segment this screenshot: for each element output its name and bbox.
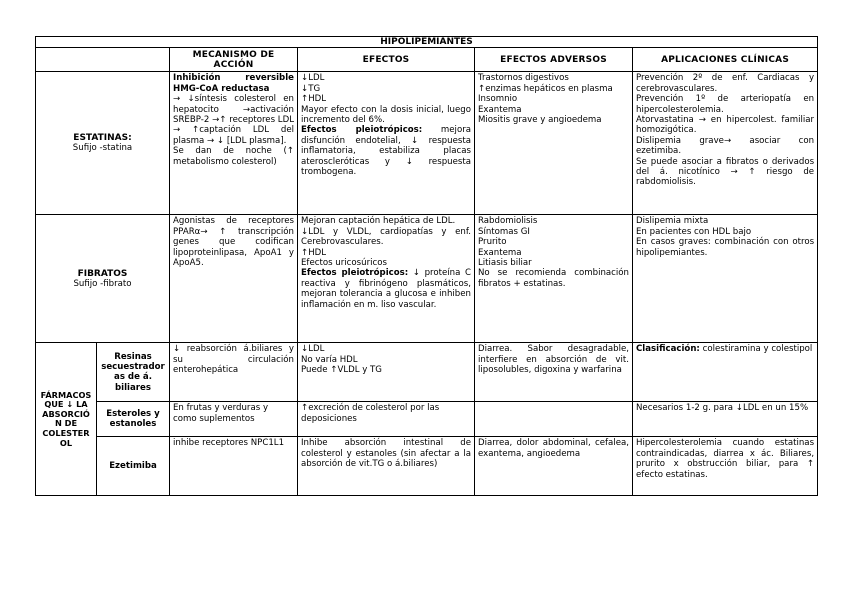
fibratos-efectos-1: Mejoran captación hepática de LDL.	[301, 216, 456, 227]
estatinas-efectos-5	[301, 125, 471, 177]
esteroles-name: Esteroles y estanoles	[97, 402, 170, 437]
fibratos-adversos-5: Litiasis biliar	[478, 258, 532, 269]
ezetimiba-aplicaciones: Hipercolesterolemia cuando estatinas contraindicadas, diarrea x ác. Biliares, prurito x obstrucción biliar, para ↑ efecto estatinas.	[633, 437, 818, 496]
estatinas-efectos-bold: Efectos pleiotrópicos:	[301, 125, 423, 136]
resinas-aplic-bold: Clasificación:	[636, 344, 700, 355]
row-esteroles	[36, 402, 818, 437]
estatinas-efectos-1: ↓LDL	[301, 73, 325, 84]
estatinas-mecanismo-bold: Inhibición reversible HMG-CoA reductasa	[173, 73, 294, 94]
fibratos-efectos	[298, 215, 475, 343]
fibratos-adversos-4: Exantema	[478, 247, 522, 258]
fibratos-efectos-5-text: ↓ proteína C reactiva y fibrinógeno plasmáticos, mejoran tolerancia a glucosa e inhiben inflamación en m. liso vascular.	[301, 268, 471, 310]
estatinas-efectos-3: ↑HDL	[301, 94, 327, 105]
table-title: HIPOLIPEMIANTES	[36, 37, 818, 48]
header-mecanismo: MECANISMO DE ACCIÓN	[170, 48, 298, 72]
ezetimiba-mecanismo: inhibe receptores NPC1L1	[170, 437, 298, 496]
resinas-efectos-2: No varía HDL	[301, 354, 358, 365]
estatinas-mecanismo	[170, 72, 298, 215]
esteroles-efectos: ↑excreción de colesterol por las deposiciones	[298, 402, 475, 437]
resinas-aplic-text: colestiramina y colestipol	[699, 344, 813, 355]
fibratos-name: FIBRATOS	[77, 268, 128, 279]
fibratos-efectos-bold: Efectos pleiotrópicos:	[301, 268, 409, 279]
hipolipemiantes-table	[35, 36, 818, 496]
fibratos-adversos-6: No se recomienda combinación fibratos + estatinas.	[478, 268, 629, 289]
fibratos-adversos-2: Síntomas GI	[478, 226, 530, 237]
fibratos-aplic-2: En pacientes con HDL bajo	[636, 226, 752, 237]
ezetimiba-name: Ezetimiba	[97, 437, 170, 496]
header-aplicaciones: APLICACIONES CLÍNICAS	[633, 48, 818, 72]
row-estatinas	[36, 72, 818, 215]
fibratos-mecanismo: Agonistas de receptores PPARα→ ↑ transcripción genes que codifican lipoproteinlipasa, ApoA1 y ApoA5.	[170, 215, 298, 343]
fibratos-efectos-2: ↓LDL y VLDL, cardiopatías y enf. Cerebrovasculares.	[301, 226, 471, 248]
estatinas-efectos	[298, 72, 475, 215]
ezetimiba-efectos: Inhibe absorción intestinal de colesterol y estanoles (sin afectar a la absorción de vit.TG o á.biliares)	[298, 437, 475, 496]
estatinas-aplic-5: Se puede asociar a fibratos o derivados del á. nicotínico → ↑ riesgo de rabdomiolisis.	[636, 156, 815, 188]
estatinas-aplic-2: Prevención 1º de arteriopatía en hipercolesterolemia.	[636, 94, 815, 115]
fibratos-adversos-3: Prurito	[478, 237, 507, 248]
estatinas-label	[36, 72, 170, 215]
resinas-mecanismo: ↓ reabsorción á.biliares y su circulación enterohepática	[170, 343, 298, 402]
estatinas-aplic-3: Atorvastatina → en hipercolest. familiar homozigótica.	[636, 115, 815, 136]
esteroles-mecanismo: En frutas y verduras y como suplementos	[170, 402, 298, 437]
estatinas-aplic-4: Dislipemia grave→ asociar con ezetimiba.	[636, 135, 815, 157]
row-fibratos	[36, 215, 818, 343]
esteroles-aplicaciones: Necesarios 1-2 g. para ↓LDL en un 15%	[633, 402, 818, 437]
resinas-efectos-1: ↓LDL	[301, 344, 325, 355]
resinas-efectos	[298, 343, 475, 402]
estatinas-efectos-2: ↓TG	[301, 83, 321, 94]
esteroles-adversos	[475, 402, 633, 437]
row-ezetimiba	[36, 437, 818, 496]
estatinas-adversos-2: ↑enzimas hepáticos en plasma	[478, 83, 613, 94]
fibratos-efectos-3: ↑HDL	[301, 247, 327, 258]
fibratos-efectos-4: Efectos uricosúricos	[301, 258, 387, 269]
row-resinas	[36, 343, 818, 402]
resinas-adversos: Diarrea. Sabor desagradable, interfiere en absorción de vit. liposolubles, digoxina y warfarina	[475, 343, 633, 402]
estatinas-efectos-4: Mayor efecto con la dosis inicial, luego incremento del 6%.	[301, 104, 471, 126]
fibratos-label	[36, 215, 170, 343]
estatinas-aplic-1: Prevención 2º de enf. Cardiacas y cerebrovasculares.	[636, 73, 815, 94]
fibratos-adversos	[475, 215, 633, 343]
fibratos-efectos-5	[301, 268, 471, 310]
estatinas-adversos-1: Trastornos digestivos	[478, 73, 569, 84]
fibratos-suffix: Sufijo -fibrato	[73, 278, 132, 289]
estatinas-adversos-3: Insomnio	[478, 94, 518, 105]
estatinas-adversos	[475, 72, 633, 215]
estatinas-efectos-5-text: mejora disfunción endotelial, ↓ respuesta inflamatoria, estabiliza placas ateroscleróticas y ↓ respuesta trombogena.	[301, 125, 471, 178]
header-efectos: EFECTOS	[298, 48, 475, 72]
resinas-aplicaciones	[633, 343, 818, 402]
header-row	[36, 48, 818, 72]
fibratos-aplic-3: En casos graves: combinación con otros hipolipemiantes.	[636, 237, 815, 258]
title-row	[36, 37, 818, 48]
ezetimiba-adversos: Diarrea, dolor abdominal, cefalea, exantema, angioedema	[475, 437, 633, 496]
estatinas-mecanismo-1: → ↓síntesis colesterol en hepatocito →activación SREBP-2 →↑ receptores LDL → ↑captación LDL del plasma → ↓ [LDL plasma].	[173, 94, 294, 146]
absorcion-group-label: FÁRMACOS QUE ↓ LA ABSORCIÓN DE COLESTEROL	[36, 343, 97, 496]
fibratos-aplicaciones	[633, 215, 818, 343]
header-empty	[36, 48, 170, 72]
estatinas-adversos-5: Miositis grave y angioedema	[478, 115, 602, 126]
estatinas-aplicaciones	[633, 72, 818, 215]
resinas-efectos-3: Puede ↑VLDL y TG	[301, 365, 382, 376]
fibratos-adversos-1: Rabdomiolisis	[478, 216, 538, 227]
fibratos-aplic-1: Dislipemia mixta	[636, 216, 709, 227]
estatinas-name: ESTATINAS:	[73, 133, 132, 143]
resinas-name: Resinas secuestradoras de á. biliares	[97, 343, 170, 402]
estatinas-adversos-4: Exantema	[478, 104, 522, 115]
header-adversos: EFECTOS ADVERSOS	[475, 48, 633, 72]
estatinas-suffix: Sufijo -statina	[72, 143, 133, 154]
estatinas-mecanismo-2: Se dan de noche (↑ metabolismo colesterol)	[173, 146, 294, 167]
